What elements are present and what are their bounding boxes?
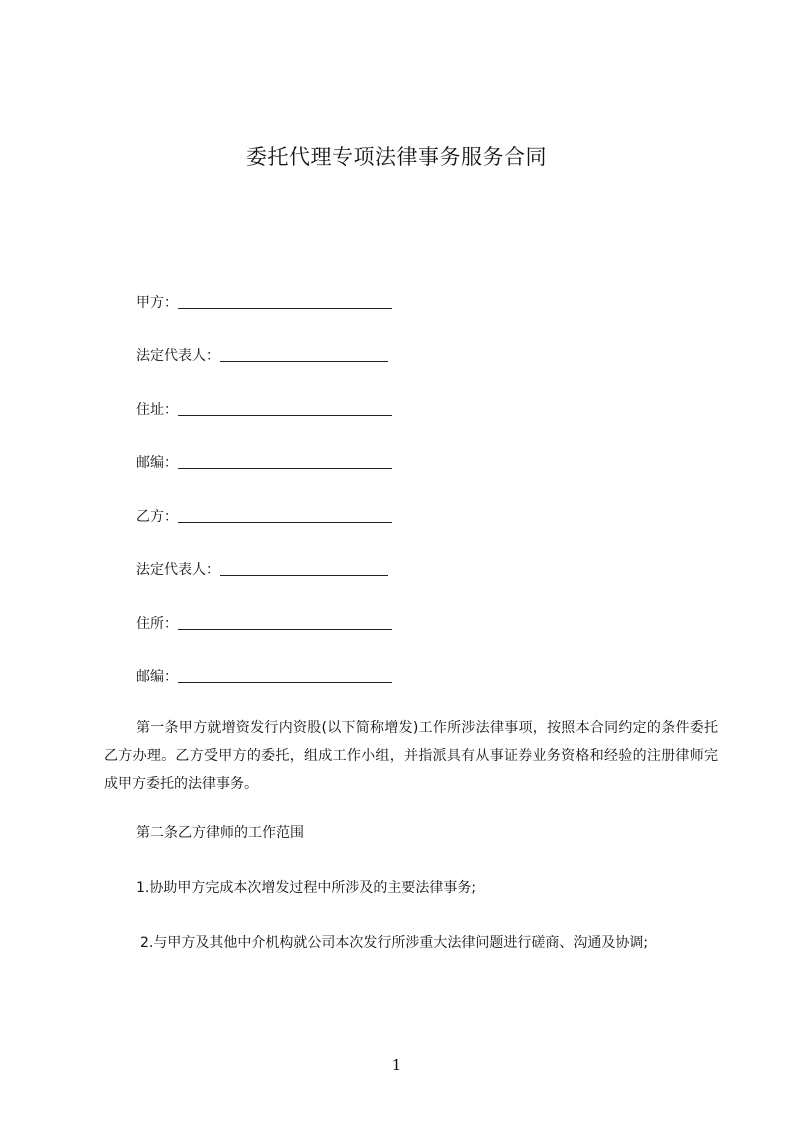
party-a-field [136, 291, 392, 315]
party-b-legal-rep-blank [220, 558, 388, 576]
party-b-blank [178, 505, 392, 523]
party-a-legal-rep-field [136, 344, 388, 368]
article-1-paragraph: 第一条甲方就增资发行内资股(以下简称增发)工作所涉法律事项，按照本合同约定的条件委托乙方办理。乙方受甲方的委托，组成工作小组，并指派具有从事证券业务资格和经验的注册律师完成甲方委托的法律事务。 [104, 720, 718, 792]
party-a-legal-rep-blank [220, 344, 388, 362]
party-b-postcode-field [136, 665, 392, 689]
article-2-heading: 第二条乙方律师的工作范围 [136, 825, 304, 841]
scope-item-1: 1.协助甲方完成本次增发过程中所涉及的主要法律事务; [136, 880, 477, 896]
party-a-legal-rep-label: 法定代表人： [136, 348, 220, 364]
contract-title: 委托代理专项法律事务服务合同 [246, 145, 547, 169]
party-b-legal-rep-label: 法定代表人： [136, 562, 220, 578]
party-b-field [136, 505, 392, 529]
party-a-postcode-field [136, 451, 392, 475]
party-b-postcode-blank [178, 665, 392, 683]
party-a-postcode-blank [178, 451, 392, 469]
scope-item-2: 2.与甲方及其他中介机构就公司本次发行所涉重大法律问题进行磋商、沟通及协调; [140, 935, 649, 951]
party-b-domicile-label: 住所： [136, 616, 178, 632]
party-b-postcode-label: 邮编： [136, 669, 178, 685]
page-number: 1 [391, 1056, 402, 1074]
party-a-postcode-label: 邮编： [136, 455, 178, 471]
party-b-label: 乙方： [136, 509, 178, 525]
party-a-address-blank [178, 398, 392, 416]
party-b-domicile-blank [178, 612, 392, 630]
party-a-label: 甲方： [136, 295, 178, 311]
party-a-blank [178, 291, 392, 309]
party-a-address-field [136, 398, 392, 422]
party-a-address-label: 住址： [136, 402, 178, 418]
party-b-legal-rep-field [136, 558, 388, 582]
party-b-domicile-field [136, 612, 392, 636]
